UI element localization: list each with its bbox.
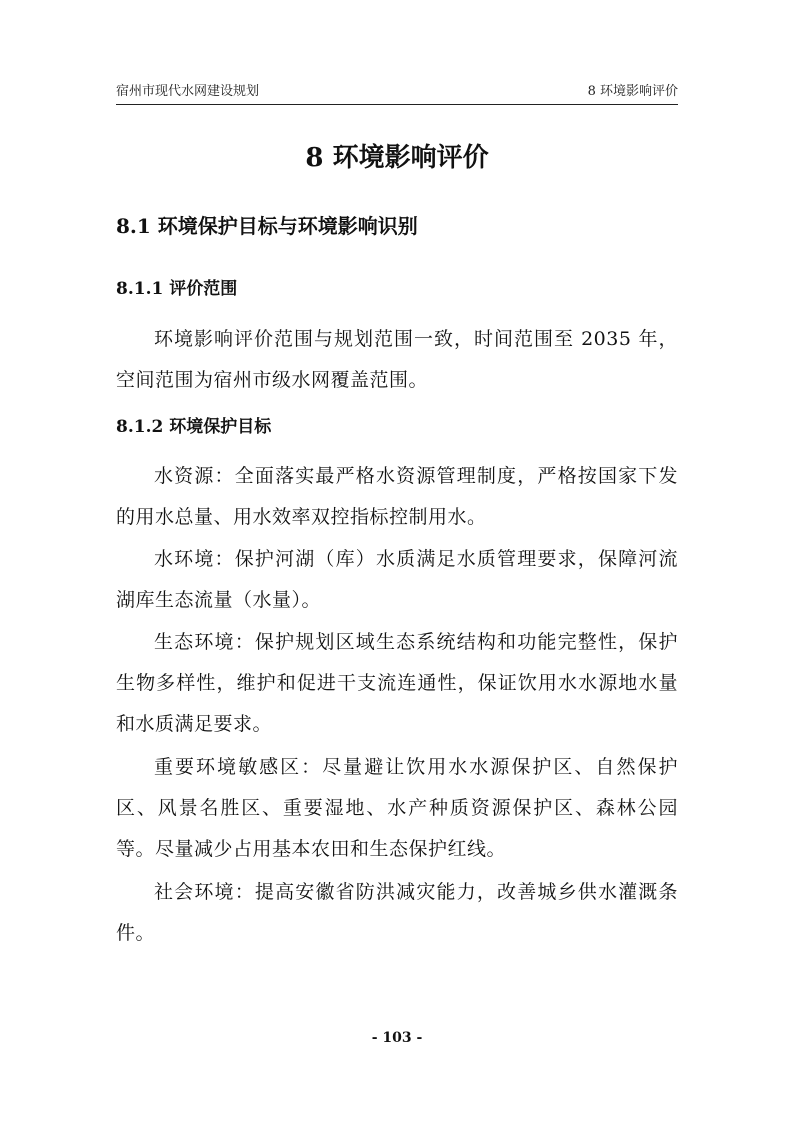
subsection-title-evaluation-scope: 8.1.1 评价范围 <box>116 279 238 299</box>
header-document-title: 宿州市现代水网建设规划 <box>116 84 260 99</box>
subsection-title-protection-goals: 8.1.2 环境保护目标 <box>116 417 272 437</box>
header-rule <box>116 104 678 105</box>
paragraph-ecological-environment: 生态环境：保护规划区域生态系统结构和功能完整性，保护生物多样性，维护和促进干支流连通性，保证饮用水水源地水量和水质满足要求。 <box>116 631 678 735</box>
paragraph-sensitive-areas: 重要环境敏感区：尽量避让饮用水水源保护区、自然保护区、风景名胜区、重要湿地、水产种质资源保护区、森林公园等。尽量减少占用基本农田和生态保护红线。 <box>116 756 678 860</box>
page-number: - 103 - <box>371 1030 423 1046</box>
section-title: 8.1 环境保护目标与环境影响识别 <box>116 214 418 238</box>
paragraph-water-resources: 水资源：全面落实最严格水资源管理制度，严格按国家下发的用水总量、用水效率双控指标控制用水。 <box>116 465 678 528</box>
running-header <box>116 82 678 102</box>
paragraph-social-environment: 社会环境：提高安徽省防洪减灾能力，改善城乡供水灌溉条件。 <box>116 881 678 944</box>
paragraph-water-environment: 水环境：保护河湖（库）水质满足水质管理要求，保障河流湖库生态流量（水量）。 <box>116 548 678 611</box>
header-chapter-title: 8 环境影响评价 <box>587 84 678 99</box>
chapter-title: 8 环境影响评价 <box>305 143 489 173</box>
paragraph-evaluation-scope: 环境影响评价范围与规划范围一致，时间范围至 2035 年，空间范围为宿州市级水网覆盖范围。 <box>116 328 678 391</box>
